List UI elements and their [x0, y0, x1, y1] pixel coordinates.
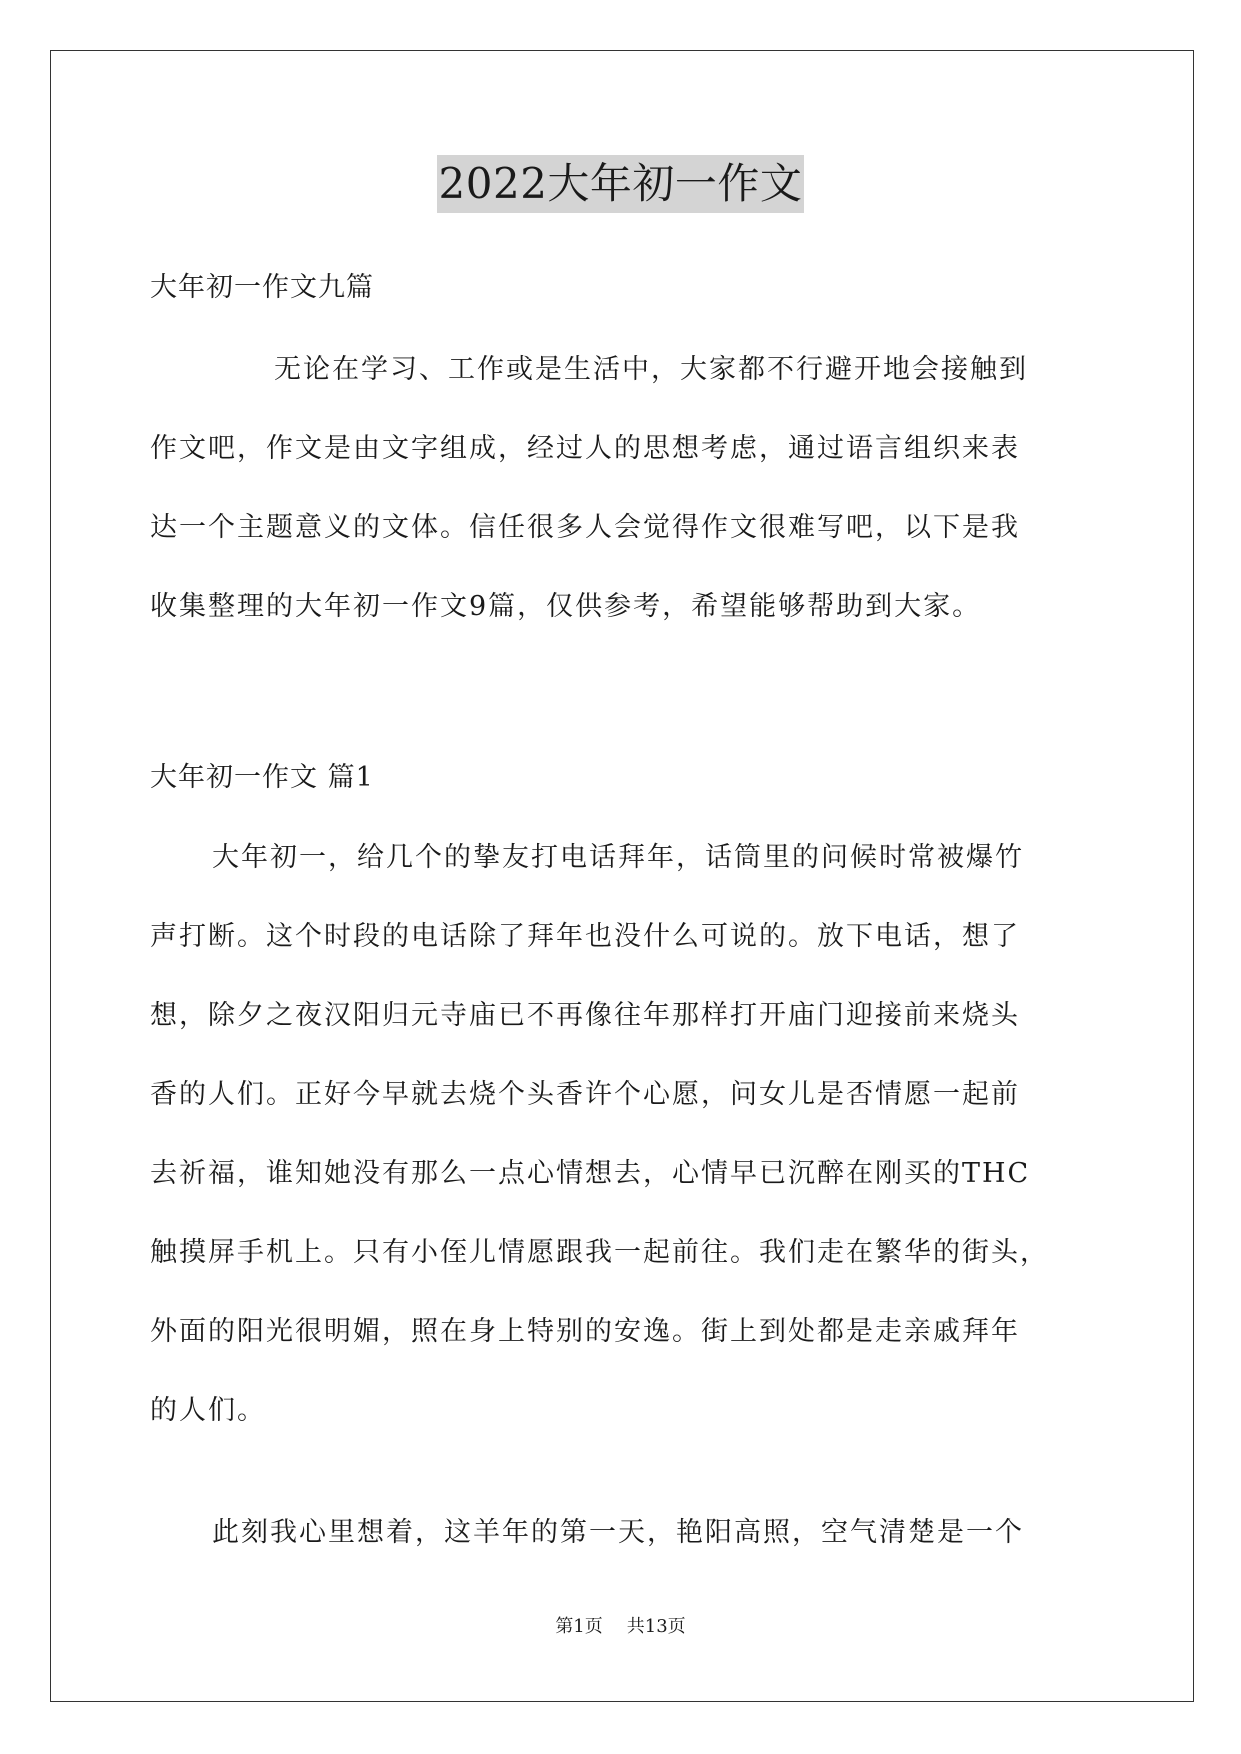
intro-line: 无论在学习、工作或是生活中，大家都不行避开地会接触到 [274, 354, 1028, 385]
paragraph-line: 外面的阳光很明媚，照在身上特别的安逸。街上到处都是走亲戚拜年 [150, 1316, 1020, 1347]
page-footer [0, 1614, 1241, 1640]
paragraph-line: 大年初一，给几个的挚友打电话拜年，话筒里的问候时常被爆竹 [212, 842, 1024, 873]
paragraph-line: 触摸屏手机上。只有小侄儿情愿跟我一起前往。我们走在繁华的街头， [150, 1237, 1049, 1268]
paragraph-2 [150, 1493, 1090, 1572]
document-subtitle: 大年初一作文九篇 [150, 272, 374, 303]
paragraph-1 [150, 818, 1090, 1450]
intro-line: 收集整理的大年初一作文9篇，仅供参考，希望能够帮助到大家。 [150, 591, 982, 622]
paragraph-line: 此刻我心里想着，这羊年的第一天，艳阳高照，空气清楚是一个 [212, 1517, 1024, 1548]
intro-paragraph [150, 330, 1090, 646]
paragraph-line: 去祈福，谁知她没有那么一点心情想去，心情早已沉醉在刚买的THC [150, 1158, 1031, 1189]
document-title: 2022大年初一作文 [437, 155, 805, 213]
page-number-current: 第1页 [555, 1616, 603, 1637]
intro-line: 达一个主题意义的文体。信任很多人会觉得作文很难写吧，以下是我 [150, 512, 1020, 543]
intro-line: 作文吧，作文是由文字组成，经过人的思想考虑，通过语言组织来表 [150, 433, 1020, 464]
page-number-total: 共13页 [626, 1616, 686, 1637]
paragraph-line: 声打断。这个时段的电话除了拜年也没什么可说的。放下电话，想了 [150, 921, 1020, 952]
section-heading: 大年初一作文 篇1 [150, 762, 374, 793]
title-container [0, 155, 1241, 213]
paragraph-line: 想，除夕之夜汉阳归元寺庙已不再像往年那样打开庙门迎接前来烧头 [150, 1000, 1020, 1031]
paragraph-line: 香的人们。正好今早就去烧个头香许个心愿，问女儿是否情愿一起前 [150, 1079, 1020, 1110]
paragraph-line: 的人们。 [150, 1395, 266, 1426]
